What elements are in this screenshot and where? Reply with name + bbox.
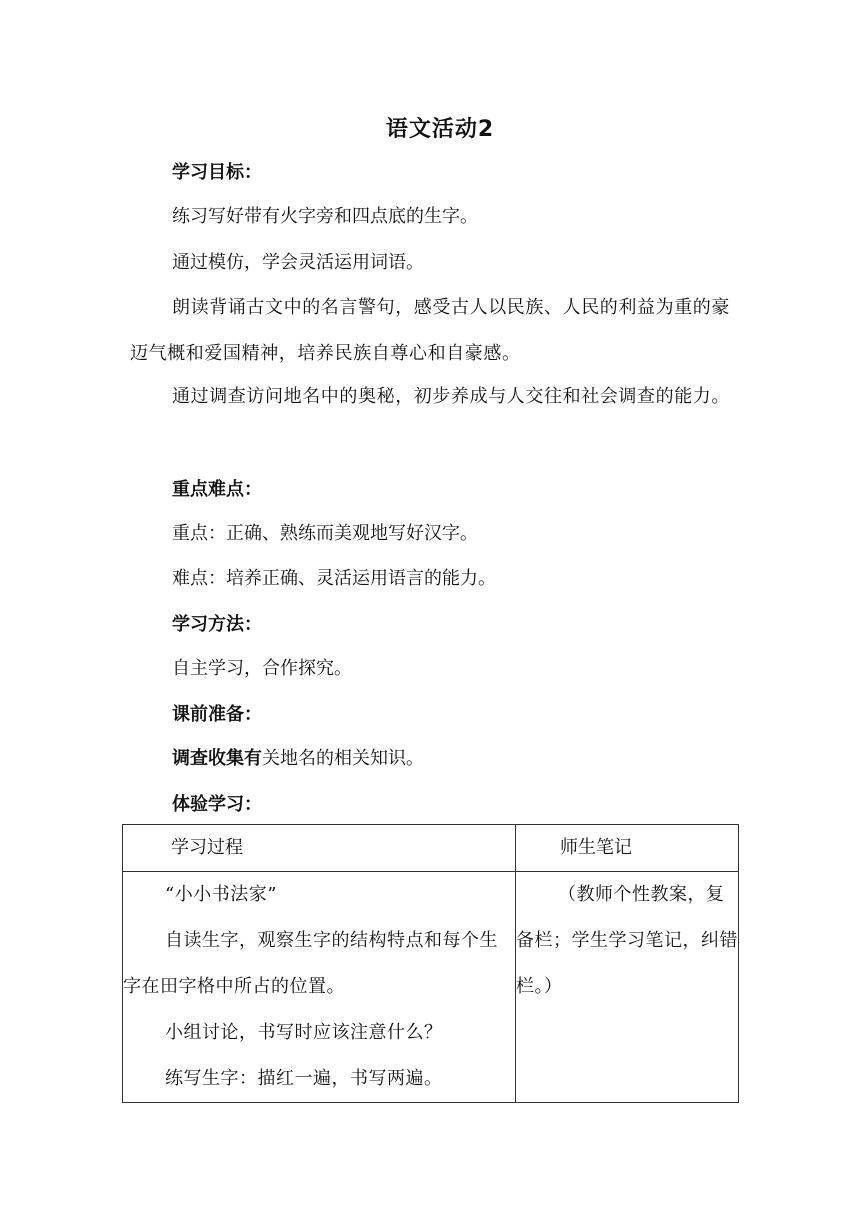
table-row [123,872,739,1103]
table-header-row [123,825,739,872]
process-line-1: “小小书法家” [165,884,277,905]
notes-text: （教师个性教案，复备栏；学生学习笔记，纠错栏。） [516,884,738,997]
preparation-heading: 课前准备： [172,704,262,725]
preparation-text [130,747,740,771]
table-header-process [123,825,516,872]
notes-cell [516,872,739,1103]
key-point-item-2: 难点：培养正确、灵活运用语言的能力。 [172,568,496,589]
learning-table [122,824,739,1103]
process-line-3: 小组讨论，书写时应该注意什么？ [165,1022,443,1043]
goals-heading: 学习目标： [172,162,262,183]
experience-heading: 体验学习： [172,794,262,815]
table-header-notes [516,825,739,872]
goal-item-2: 通过模仿，学会灵活运用词语。 [172,252,424,273]
process-line-2: 自读生字，观察生字的结构特点和每个生字在田字格中所占的位置。 [123,930,498,997]
preparation-bold-part: 调查收集有 [172,748,262,769]
method-heading: 学习方法： [172,614,262,635]
key-point-item-1: 重点：正确、熟练而美观地写好汉字。 [172,523,478,544]
process-line-4: 练写生字：描红一遍，书写两遍。 [165,1068,443,1089]
document-title: 语文活动2 [385,117,495,142]
process-column-label: 学习过程 [171,837,243,858]
goal-item-4: 通过调查访问地名中的奥秘，初步养成与人交往和社会调查的能力。 [172,386,730,407]
goal-item-3: 朗读背诵古文中的名言警句，感受古人以民族、人民的利益为重的豪迈气概和爱国精神，培养民族自尊心和自豪感。 [130,297,730,364]
preparation-rest: 关地名的相关知识。 [262,748,424,769]
method-text: 自主学习，合作探究。 [172,658,352,679]
notes-column-label: 师生笔记 [560,837,632,858]
goal-item-1: 练习写好带有火字旁和四点底的生字。 [172,206,478,227]
key-points-heading: 重点难点： [172,479,262,500]
process-cell [123,872,516,1103]
